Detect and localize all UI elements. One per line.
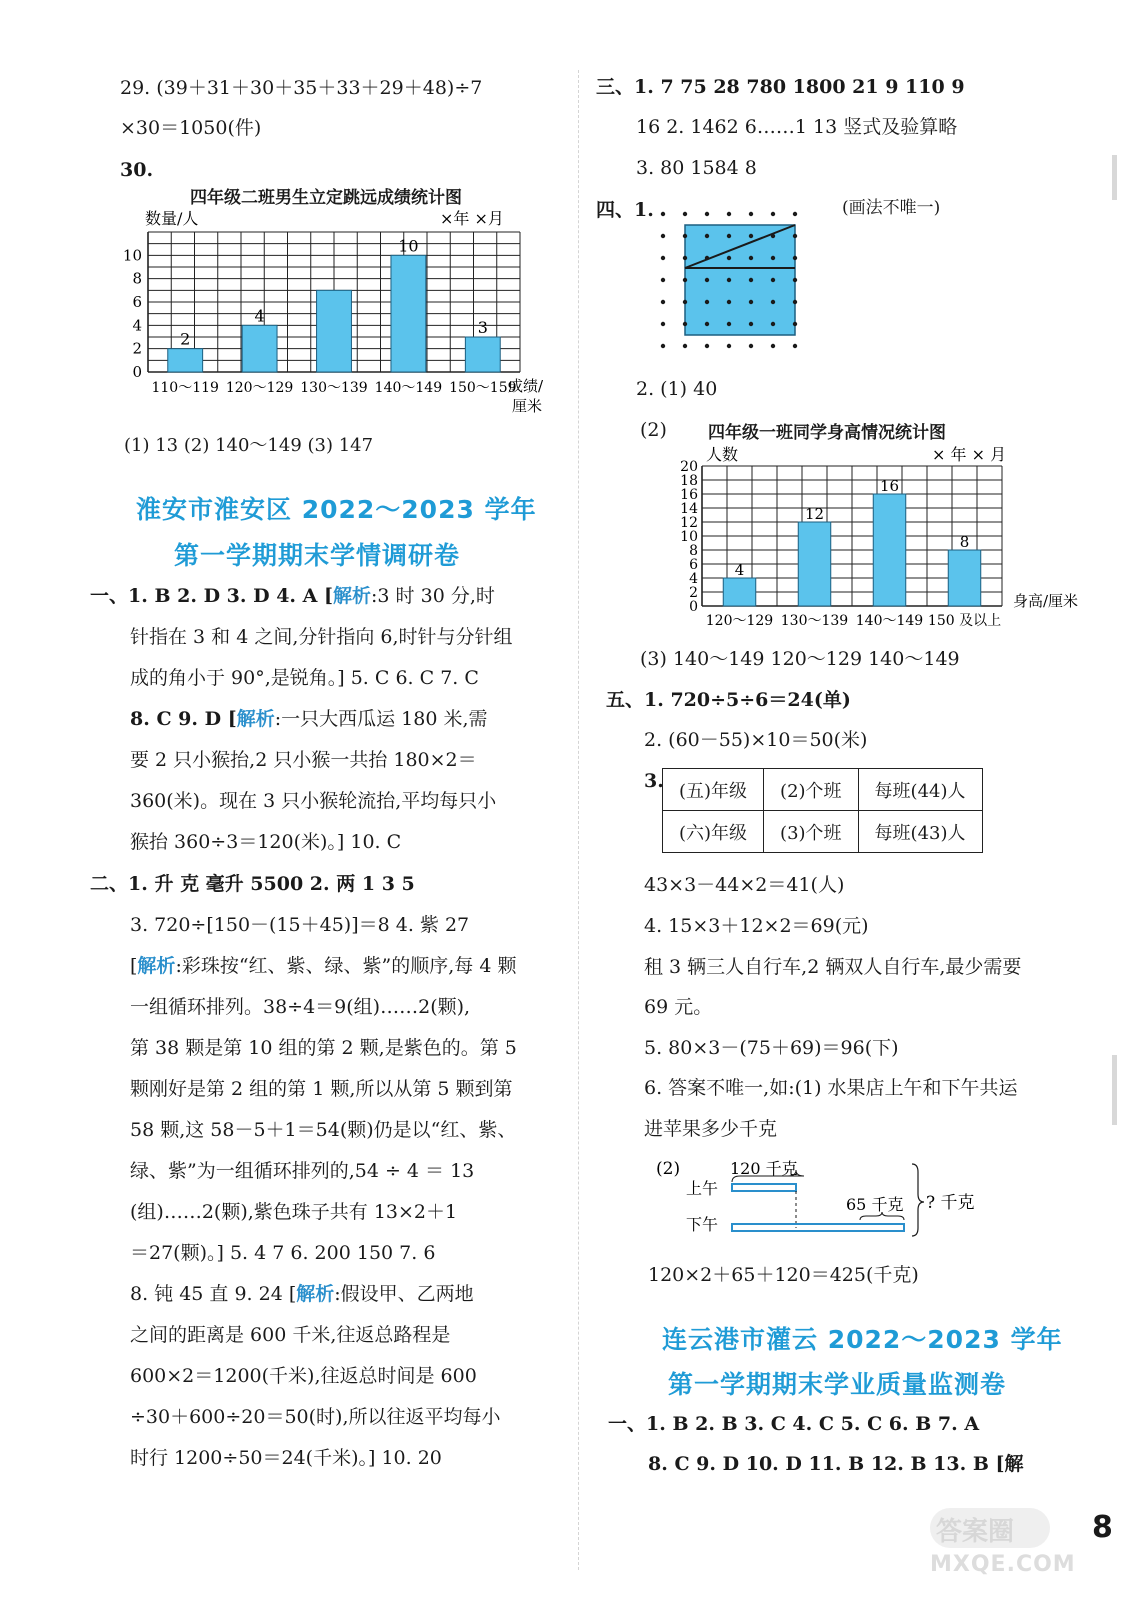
total-brace <box>912 1164 924 1236</box>
grid-dot <box>749 212 753 216</box>
bar-value-label: 16 <box>879 477 900 495</box>
table-cell: (六)年级 <box>663 811 764 853</box>
grid-dot <box>749 344 753 348</box>
jiexi-tag: 解析 <box>333 585 372 607</box>
grid-dot <box>705 344 709 348</box>
left-p3: 成的角小于 90°,是锐角。] 5. C 6. C 7. C <box>130 667 479 689</box>
left-p22: 时行 1200÷50＝24(千米)。] 10. 20 <box>130 1447 442 1469</box>
y-tick-label: 14 <box>680 501 698 517</box>
bar <box>798 522 831 606</box>
grid-dot <box>793 322 797 326</box>
grid-dot <box>727 322 731 326</box>
grid-dot <box>727 344 731 348</box>
section2-title-2: 第一学期期末学情调研卷 <box>174 541 461 570</box>
top-value: 120 千克 <box>730 1159 798 1178</box>
grid-dot <box>683 256 687 260</box>
jiexi-tag: 解析 <box>137 955 176 977</box>
section2-title-1: 淮安市淮安区 2022～2023 学年 <box>136 495 537 524</box>
afternoon-label: 下午 <box>686 1215 719 1234</box>
grid-dot <box>771 300 775 304</box>
x-tick-label: 110～119 <box>151 380 219 396</box>
x-tick-label: 130～139 <box>780 613 849 629</box>
bar <box>168 349 203 372</box>
y-tick-label: 20 <box>680 459 698 475</box>
column-divider <box>578 70 579 1570</box>
grid-dot <box>793 212 797 216</box>
grid-dot <box>793 234 797 238</box>
right-r14: 69 元。 <box>644 996 713 1018</box>
grid-dot <box>683 322 687 326</box>
bar-value-label: 4 <box>254 306 265 326</box>
left-p1: 一、1. B 2. D 3. D 4. A [解析:3 时 30 分,时 <box>90 585 495 607</box>
left-p19: 之间的距离是 600 千米,往返总路程是 <box>130 1324 451 1346</box>
q30-answers: (1) 13 (2) 140～149 (3) 147 <box>124 435 374 456</box>
q29-line2: ×30＝1050(件) <box>120 117 262 139</box>
bar-value-label: 8 <box>959 533 970 551</box>
right-r8: 五、1. 720÷5÷6＝24(单) <box>606 689 851 711</box>
x-tick-label: 130～139 <box>300 380 368 396</box>
grid-dot <box>727 234 731 238</box>
grid-dot <box>661 344 665 348</box>
x-tick-label: 140～149 <box>855 613 924 629</box>
right-r12: 4. 15×3＋12×2＝69(元) <box>644 915 869 937</box>
q29-line1: 29. (39＋31＋30＋35＋33＋29＋48)÷7 <box>120 77 483 99</box>
right-r4: 四、1. <box>596 199 654 221</box>
grid-dot <box>727 212 731 216</box>
chart2-ylabel: 人数 <box>706 445 739 464</box>
grid-dot <box>683 300 687 304</box>
grid-dot <box>727 278 731 282</box>
y-tick-label: 16 <box>680 487 698 503</box>
y-tick-label: 8 <box>132 269 142 288</box>
left-p13: 颗刚好是第 2 组的第 1 颗,所以从第 5 颗到第 <box>130 1078 513 1100</box>
grid-dot <box>793 300 797 304</box>
morning-label: 上午 <box>686 1179 719 1198</box>
y-tick-label: 4 <box>132 316 142 335</box>
grid-dot <box>749 256 753 260</box>
edge-mark <box>1112 155 1117 200</box>
grid-dot <box>683 344 687 348</box>
y-tick-label: 2 <box>689 585 698 601</box>
right-r10: 3. <box>644 770 664 792</box>
left-p9: 3. 720÷[150－(15＋45)]＝8 4. 紫 27 <box>130 914 470 936</box>
grid-dot <box>749 234 753 238</box>
edge-mark <box>1112 1055 1117 1125</box>
chart1 <box>110 200 570 420</box>
grid-dot <box>683 234 687 238</box>
extra-value: 65 千克 <box>846 1195 904 1214</box>
question-value: ? 千克 <box>926 1193 975 1213</box>
right-r13: 租 3 辆三人自行车,2 辆双人自行车,最少需要 <box>644 956 1022 978</box>
left-p21: ÷30＋600÷20＝50(时),所以往返平均每小 <box>130 1406 501 1428</box>
table-cell: (2)个班 <box>764 769 859 811</box>
right-r2: 16 2. 1462 6……1 13 竖式及验算略 <box>636 116 958 138</box>
bar-value-label: 2 <box>180 329 191 349</box>
y-tick-label: 6 <box>689 557 698 573</box>
chart1-xlabel-2: 厘米 <box>512 397 543 415</box>
grid-dot <box>705 300 709 304</box>
grid-dot <box>771 278 775 282</box>
left-p17: ＝27(颗)。] 5. 4 7 6. 200 150 7. 6 <box>130 1242 436 1264</box>
x-tick-label: 150 及以上 <box>927 613 1002 629</box>
grid-dot <box>705 256 709 260</box>
bar <box>317 290 352 372</box>
answer-table <box>662 768 983 853</box>
left-p5: 要 2 只小猴抬,2 只小猴一共抬 180×2＝ <box>130 749 477 771</box>
right-r19: 一、1. B 2. B 3. C 4. C 5. C 6. B 7. A <box>608 1413 980 1435</box>
y-tick-label: 8 <box>689 543 698 559</box>
y-tick-label: 4 <box>689 571 698 587</box>
left-p4: 8. C 9. D [解析:一只大西瓜运 180 米,需 <box>130 708 488 730</box>
left-p11: 一组循环排列。38÷4＝9(组)……2(颗), <box>130 996 471 1018</box>
x-tick-label: 140～149 <box>374 380 443 396</box>
left-p20: 600×2＝1200(千米),往返总时间是 600 <box>130 1365 477 1387</box>
chart2-xlabel: 身高/厘米 <box>1013 592 1079 610</box>
bar-value-label: 10 <box>398 236 419 256</box>
chart2-title: 四年级一班同学身高情况统计图 <box>708 423 946 443</box>
left-p10: [解析:彩珠按“红、紫、绿、紫”的顺序,每 4 颗 <box>130 955 517 977</box>
chart1-ylabel: 数量/人 <box>145 209 199 228</box>
chart2 <box>670 440 1100 635</box>
right-r20: 8. C 9. D 10. D 11. B 12. B 13. B [解 <box>648 1453 1024 1475</box>
grid-dot <box>683 212 687 216</box>
grid-dot <box>727 256 731 260</box>
watermark-logo: 答案圈 <box>936 1517 1015 1547</box>
grid-dot <box>793 256 797 260</box>
diagram-label: (2) <box>656 1159 681 1179</box>
grid-dot <box>793 344 797 348</box>
grid-dot <box>683 278 687 282</box>
x-tick-label: 120～129 <box>705 613 774 629</box>
table-cell: (五)年级 <box>663 769 764 811</box>
x-tick-label: 120～129 <box>225 380 294 396</box>
chart1-xlabel-1: 成绩/ <box>508 377 544 395</box>
grid-dot <box>771 256 775 260</box>
y-tick-label: 6 <box>132 293 142 311</box>
bar-value-label: 12 <box>804 505 825 523</box>
grid-dot <box>661 212 665 216</box>
watermark-url: MXQE.COM <box>930 1552 1076 1577</box>
left-p2: 针指在 3 和 4 之间,分针指向 6,时针与分针组 <box>130 626 513 648</box>
table-cell: 每班(44)人 <box>858 769 982 811</box>
grid-dot <box>661 256 665 260</box>
grid-dot <box>793 278 797 282</box>
y-tick-label: 12 <box>680 515 698 531</box>
left-p15: 绿、紫”为一组循环排列的,54 ÷ 4 ＝ 13 <box>130 1160 475 1182</box>
y-tick-label: 18 <box>680 473 698 489</box>
section3-title-1: 连云港市灌云 2022～2023 学年 <box>662 1325 1063 1354</box>
grid-dot <box>771 322 775 326</box>
bar <box>873 494 906 606</box>
grid-dot <box>705 212 709 216</box>
right-r7: (3) 140～149 120～129 140～149 <box>640 648 960 670</box>
bar <box>948 550 981 606</box>
grid-dot <box>661 300 665 304</box>
bar-value-label: 4 <box>734 561 745 579</box>
right-r9: 2. (60－55)×10＝50(米) <box>644 729 868 751</box>
x-tick-label: 150～159 <box>449 380 517 396</box>
grid-dot <box>705 234 709 238</box>
right-r17: 进苹果多少千克 <box>644 1118 778 1140</box>
afternoon-bar <box>732 1224 904 1231</box>
section3-title-2: 第一学期期末学业质量监测卷 <box>668 1370 1007 1399</box>
left-p12: 第 38 颗是第 10 组的第 2 颗,是紫色的。第 5 <box>130 1037 517 1059</box>
bar <box>465 337 500 372</box>
grid-dot <box>771 344 775 348</box>
dot-grid-drawing <box>655 210 830 360</box>
grid-dot <box>771 234 775 238</box>
right-r15: 5. 80×3－(75＋69)＝96(下) <box>644 1037 899 1059</box>
bar-value-label: 3 <box>477 318 488 337</box>
left-p16: (组)……2(颗),紫色珠子共有 13×2＋1 <box>130 1201 458 1223</box>
jiexi-tag: 解析 <box>296 1283 335 1305</box>
bar <box>242 325 277 372</box>
right-r18: 120×2＋65＋120＝425(千克) <box>648 1264 919 1286</box>
left-p18: 8. 钝 45 直 9. 24 [解析:假设甲、乙两地 <box>130 1283 474 1305</box>
grid-dot <box>661 322 665 326</box>
grid-dot <box>749 300 753 304</box>
right-r11: 43×3－44×2＝41(人) <box>644 874 845 896</box>
left-p7: 猴抬 360÷3＝120(米)。] 10. C <box>130 831 402 853</box>
right-r6: (2) <box>640 419 667 441</box>
left-p6: 360(米)。现在 3 只小猴轮流抬,平均每只小 <box>130 790 497 812</box>
y-tick-label: 0 <box>132 363 142 381</box>
chart1-date: ×年 ×月 <box>440 209 504 228</box>
grid-dot <box>661 278 665 282</box>
grid-dot <box>749 278 753 282</box>
grid-dot <box>727 300 731 304</box>
chart2-date: × 年 × 月 <box>932 445 1007 464</box>
table-cell: 每班(43)人 <box>858 811 982 853</box>
morning-bar <box>732 1184 796 1191</box>
y-tick-label: 10 <box>122 246 142 265</box>
left-p8: 二、1. 升 克 毫升 5500 2. 两 1 3 5 <box>90 873 415 895</box>
y-tick-label: 0 <box>689 599 698 615</box>
table-row <box>663 769 983 811</box>
jiexi-tag: 解析 <box>236 708 275 730</box>
right-r5: 2. (1) 40 <box>636 378 718 400</box>
grid-dot <box>749 322 753 326</box>
shaded-rectangle <box>685 225 795 335</box>
line-segment-diagram <box>650 1152 1030 1242</box>
grid-dot <box>661 234 665 238</box>
bar <box>723 578 756 606</box>
grid-dot <box>705 278 709 282</box>
table-cell: (3)个班 <box>764 811 859 853</box>
page-number: 8 <box>1092 1510 1113 1545</box>
table-row <box>663 811 983 853</box>
drawing-note: (画法不唯一) <box>842 198 941 218</box>
right-r3: 3. 80 1584 8 <box>636 157 757 179</box>
left-p14: 58 颗,这 58－5＋1＝54(颗)仍是以“红、紫、 <box>130 1119 517 1141</box>
grid-dot <box>705 322 709 326</box>
right-r16: 6. 答案不唯一,如:(1) 水果店上午和下午共运 <box>644 1077 1018 1099</box>
y-tick-label: 2 <box>132 339 142 358</box>
grid-dot <box>771 212 775 216</box>
bar <box>391 255 426 372</box>
q30-label: 30. <box>120 159 154 181</box>
chart1-title: 四年级二班男生立定跳远成绩统计图 <box>190 188 462 208</box>
right-r1: 三、1. 7 75 28 780 1800 21 9 110 9 <box>596 76 965 98</box>
y-tick-label: 10 <box>680 529 698 545</box>
